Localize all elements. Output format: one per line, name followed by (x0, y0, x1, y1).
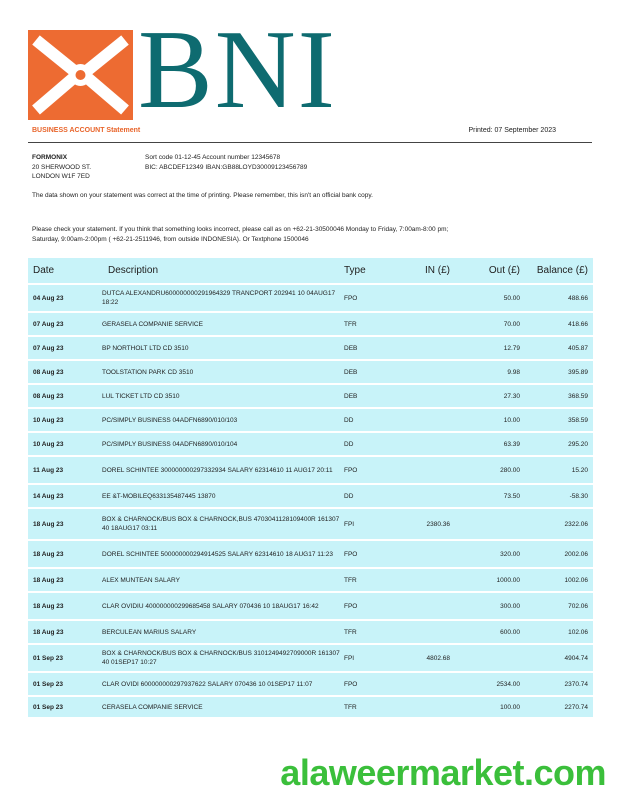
row-balance: 2270.74 (564, 703, 588, 711)
row-date: 07 Aug 23 (33, 344, 64, 352)
row-date: 01 Sep 23 (33, 654, 63, 662)
row-balance: 2002.06 (564, 550, 588, 558)
row-type: DD (344, 492, 354, 500)
header-balance: Balance (£) (536, 265, 588, 276)
row-description: TOOLSTATION PARK CD 3510 (102, 368, 194, 376)
table-row (28, 457, 593, 483)
row-in: 4802.68 (426, 654, 450, 662)
row-type: FPO (344, 294, 358, 302)
row-balance: 2322.06 (564, 520, 588, 528)
table-row (28, 409, 593, 431)
header-type: Type (344, 265, 366, 276)
row-balance: 488.66 (568, 294, 588, 302)
row-description: BOX & CHARNOCK/BUS BOX & CHARNOCK/BUS 3101249492709000R 161307 40 01SEP17 10:27 (102, 650, 340, 666)
row-type: FPO (344, 602, 358, 610)
header-out: Out (£) (488, 265, 520, 276)
row-type: TFR (344, 628, 357, 636)
row-out: 2534.00 (496, 680, 520, 688)
row-balance: 405.87 (568, 344, 588, 352)
row-type: DD (344, 440, 354, 448)
row-type: DEB (344, 344, 358, 352)
row-out: 1000.00 (496, 576, 520, 584)
row-date: 10 Aug 23 (33, 440, 64, 448)
table-row (28, 509, 593, 539)
row-description: CLAR OVIDIU 400000000299685458 SALARY 070436 10 18AUG17 16:42 (102, 602, 319, 610)
table-row (28, 541, 593, 567)
row-date: 08 Aug 23 (33, 368, 64, 376)
table-row (28, 433, 593, 455)
row-description: BERCULEAN MARIUS SALARY (102, 628, 197, 636)
address-block (32, 153, 91, 182)
table-row (28, 697, 593, 717)
row-description: LUL TICKET LTD CD 3510 (102, 392, 180, 400)
brand-name: BNI (138, 8, 337, 132)
row-description: BP NORTHOLT LTD CD 3510 (102, 344, 189, 352)
row-out: 70.00 (503, 320, 520, 328)
row-balance: 102.06 (568, 628, 588, 636)
row-type: DEB (344, 368, 358, 376)
row-type: FPI (344, 520, 355, 528)
table-row (28, 593, 593, 619)
row-type: FPO (344, 550, 358, 558)
row-out: 50.00 (503, 294, 520, 302)
table-row (28, 645, 593, 671)
row-date: 18 Aug 23 (33, 550, 64, 558)
row-description: PC/SIMPLY BUSINESS 04ADFN6890/010/104 (102, 440, 238, 448)
bic-iban-line: BIC: ABCDEF12349 IBAN:GB88LOYD30009123456789 (145, 163, 308, 171)
row-description: EE &T-MOBILEQ633135487445 13870 (102, 492, 216, 500)
address-line1: 20 SHERWOOD ST. (32, 163, 92, 171)
row-description: CERASELA COMPANIE SERVICE (102, 703, 203, 711)
row-date: 18 Aug 23 (33, 576, 64, 584)
row-date: 18 Aug 23 (33, 520, 64, 528)
table-row (28, 621, 593, 643)
table-row (28, 361, 593, 383)
row-out: 9.98 (507, 368, 520, 376)
row-out: 300.00 (500, 602, 520, 610)
row-balance: -58.30 (569, 492, 588, 500)
row-balance: 358.59 (568, 416, 588, 424)
row-balance: 368.59 (568, 392, 588, 400)
row-date: 18 Aug 23 (33, 628, 64, 636)
row-out: 73.50 (503, 492, 520, 500)
row-balance: 15.20 (571, 466, 588, 474)
table-header (28, 258, 593, 283)
row-balance: 702.06 (568, 602, 588, 610)
table-row (28, 673, 593, 695)
row-date: 07 Aug 23 (33, 320, 64, 328)
row-balance: 1002.06 (564, 576, 588, 584)
row-date: 18 Aug 23 (33, 602, 64, 610)
row-type: FPO (344, 680, 358, 688)
printed-date: Printed: 07 September 2023 (468, 127, 556, 134)
table-row (28, 385, 593, 407)
row-description: BOX & CHARNOCK/BUS BOX & CHARNOCK,BUS 4703041128109400R 161307 40 18AUG17 03:11 (102, 516, 340, 532)
row-date: 11 Aug 23 (33, 466, 64, 474)
row-out: 63.39 (503, 440, 520, 448)
contact-note: Please check your statement. If you think that something looks incorrect, please call as on +62-21-30500046 Monday to Friday, 7:00am-8:00 pm; Saturday, 9:00am-2:00pm ( +62-21-2511946, from outside INDONESIA). Or Textphone 1500046 (32, 226, 449, 243)
row-description: PC/SIMPLY BUSINESS 04ADFN6890/010/103 (102, 416, 238, 424)
row-balance: 4904.74 (564, 654, 588, 662)
row-description: DOREL SCHINTEE 500000000294914525 SALARY 62314610 18 AUG17 11:23 (102, 550, 334, 558)
table-row (28, 337, 593, 359)
row-date: 08 Aug 23 (33, 392, 64, 400)
row-out: 100.00 (500, 703, 520, 711)
row-type: DD (344, 416, 354, 424)
row-description: ALEX MUNTEAN SALARY (102, 576, 180, 584)
row-type: FPO (344, 466, 358, 474)
row-description: CLAR OVIDI 600000000297937622 SALARY 070436 10 01SEP17 11:07 (102, 680, 313, 688)
row-out: 280.00 (500, 466, 520, 474)
row-out: 27.30 (503, 392, 520, 400)
company-name: FORMONIX (32, 154, 68, 161)
row-balance: 295.20 (568, 440, 588, 448)
header-description: Description (108, 265, 159, 276)
account-details (145, 153, 307, 172)
row-out: 320.00 (500, 550, 520, 558)
row-out: 12.79 (503, 344, 520, 352)
header-date: Date (33, 265, 55, 276)
row-description: GERASELA COMPANIE SERVICE (102, 320, 203, 328)
row-type: TFR (344, 703, 357, 711)
row-type: DEB (344, 392, 358, 400)
row-balance: 418.66 (568, 320, 588, 328)
table-row (28, 285, 593, 311)
header-divider (28, 142, 592, 143)
table-row (28, 485, 593, 507)
row-out: 10.00 (503, 416, 520, 424)
row-description: DUTCA ALEXANDRU600000000291964329 TRANCPORT 202941 10 04AUG17 18:22 (102, 290, 336, 306)
table-row (28, 569, 593, 591)
table-body (28, 285, 593, 717)
table-row (28, 313, 593, 335)
row-description: DOREL SCHINTEE 300000000297332934 SALARY 62314610 11 AUG17 20:11 (102, 466, 333, 474)
row-date: 01 Sep 23 (33, 703, 63, 711)
row-date: 04 Aug 23 (33, 294, 64, 302)
bni-logo-icon (28, 30, 133, 120)
row-date: 14 Aug 23 (33, 492, 64, 500)
row-type: FPI (344, 654, 355, 662)
accuracy-note: The data shown on your statement was correct at the time of printing. Please remember, this isn't an official bank copy. (32, 192, 373, 199)
row-date: 01 Sep 23 (33, 680, 63, 688)
watermark: alaweermarket.com (280, 752, 606, 793)
statement-title: BUSINESS ACCOUNT Statement (32, 127, 141, 134)
row-out: 600.00 (500, 628, 520, 636)
row-balance: 2370.74 (564, 680, 588, 688)
row-date: 10 Aug 23 (33, 416, 64, 424)
transactions-table (28, 258, 593, 717)
row-in: 2380.36 (426, 520, 450, 528)
row-type: TFR (344, 576, 357, 584)
row-type: TFR (344, 320, 357, 328)
address-line2: LONDON W1F 7ED (32, 173, 90, 180)
header-in: IN (£) (425, 265, 450, 276)
row-balance: 395.89 (568, 368, 588, 376)
sort-code-line: Sort code 01-12-45 Account number 12345678 (145, 154, 281, 161)
